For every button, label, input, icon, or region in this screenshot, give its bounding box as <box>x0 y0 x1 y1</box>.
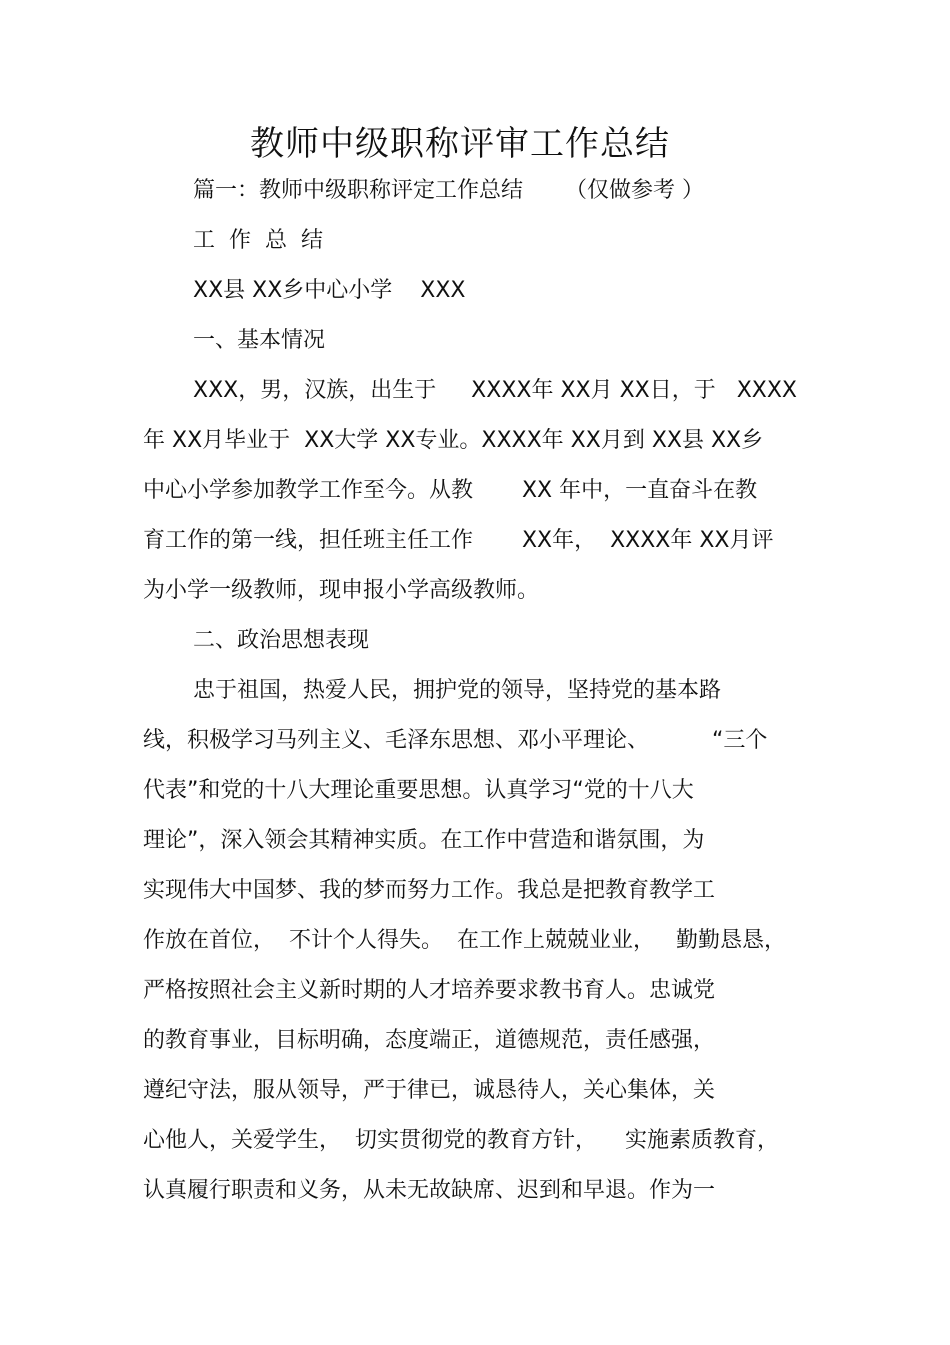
paragraph-line: 忠于祖国，热爱人民，拥护党的领导，坚持党的基本路 <box>193 678 722 703</box>
document-title: 教师中级职称评审工作总结 <box>250 124 670 164</box>
paragraph-line: 遵纪守法，服从领导，严于律已，诚恳待人，关心集体，关 <box>143 1078 716 1103</box>
section-heading-political: 二、政治思想表现 <box>193 628 370 653</box>
paragraph-line: 年 XX月毕业于 XX大学 XX专业。XXXX年 XX月到 XX县 XX乡 <box>143 428 764 453</box>
paragraph-line: XXX，男，汉族，出生于 XXXX年 XX月 XX日，于 XXXX <box>193 378 798 403</box>
paragraph-line: 实现伟大中国梦、我的梦而努力工作。我总是把教育教学工 <box>143 878 716 903</box>
paragraph-line: 认真履行职责和义务，从未无故缺席、迟到和早退。作为一 <box>143 1178 716 1203</box>
author-line: XX县 XX乡中心小学 XXX <box>193 278 466 303</box>
paragraph-line: 为小学一级教师，现申报小学高级教师。 <box>143 578 540 603</box>
paragraph-line: 育工作的第一线，担任班主任工作 XX年， XXXX年 XX月评 <box>143 528 774 553</box>
heading-summary: 工 作 总 结 <box>193 228 323 253</box>
paragraph-line: 中心小学参加教学工作至今。从教 XX 年中，一直奋斗在教 <box>143 478 758 503</box>
paragraph-line: 严格按照社会主义新时期的人才培养要求教书育人。忠诚党 <box>143 978 716 1003</box>
paragraph-line: 的教育事业，目标明确，态度端正，道德规范，责任感强， <box>143 1028 716 1053</box>
subtitle-line: 篇一：教师中级职称评定工作总结 （仅做参考 ） <box>193 178 704 203</box>
paragraph-line: 心他人，关爱学生， 切实贯彻党的教育方针， 实施素质教育， <box>143 1128 779 1153</box>
paragraph-line: 理论”，深入领会其精神实质。在工作中营造和谐氛围，为 <box>143 828 705 853</box>
paragraph-line: 作放在首位， 不计个人得失。 在工作上兢兢业业， 勤勤恳恳， <box>143 928 786 953</box>
section-heading-basic: 一、基本情况 <box>193 328 326 353</box>
paragraph-line: 代表”和党的十八大理论重要思想。认真学习“党的十八大 <box>143 778 694 803</box>
paragraph-line: 线，积极学习马列主义、毛泽东思想、邓小平理论、 “三个 <box>143 728 768 753</box>
